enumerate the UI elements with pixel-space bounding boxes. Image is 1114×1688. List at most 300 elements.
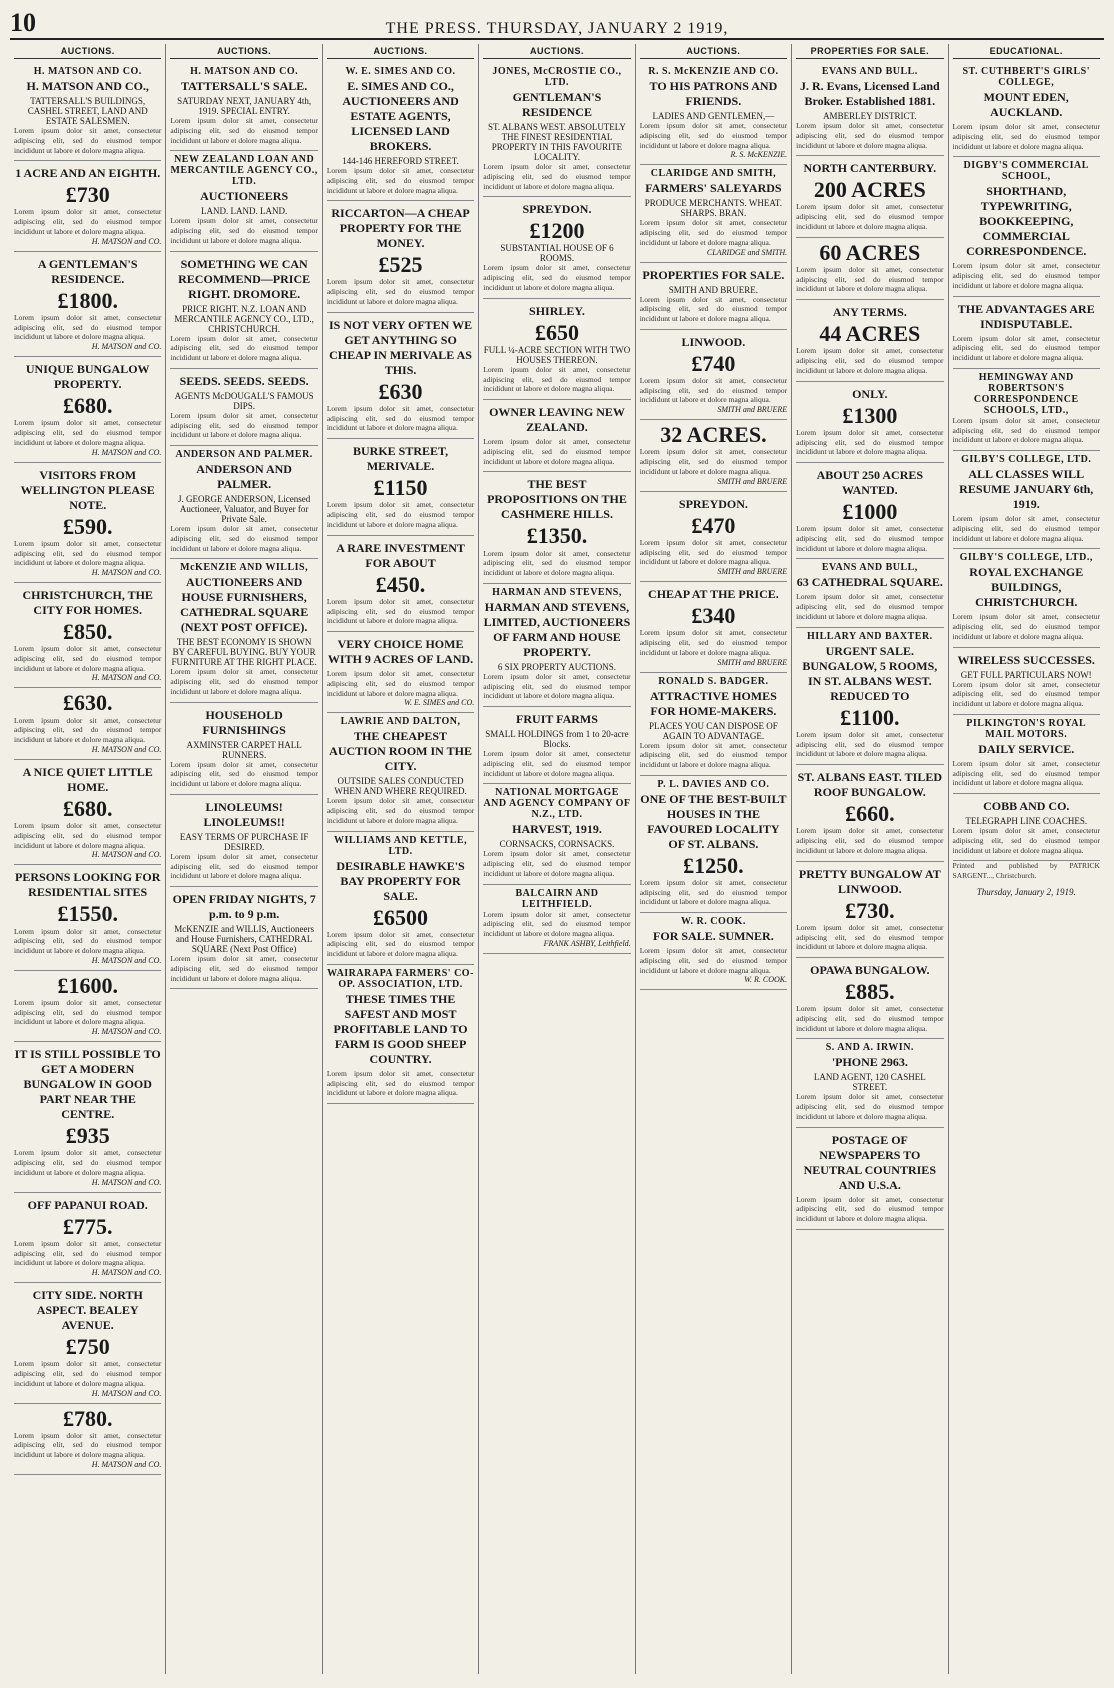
ad-body: CORNSACKS, CORNSACKS. [499, 839, 615, 850]
advertisement [953, 63, 1100, 157]
ad-firm: W. E. SIMES AND CO. [345, 66, 456, 77]
column-4 [479, 44, 635, 1674]
ad-signature: H. MATSON and CO. [91, 1177, 162, 1187]
column-3 [323, 44, 479, 1674]
ad-price: £740 [691, 350, 736, 376]
ad-headline: THESE TIMES THE SAFEST AND MOST PROFITABLE LAND TO FARM IS GOOD SHEEP COUNTRY. [333, 991, 468, 1066]
footer-imprint: Printed and published by PATRICK SARGENT..., Christchurch. [952, 861, 1100, 880]
page-title: THE PRESS. THURSDAY, JANUARY 2 1919, [385, 20, 729, 37]
ad-body-filler: Lorem ipsum dolor sit amet, consectetur adipiscing elit, sed do eiusmod tempor incididunt ut labore et dolore magna aliqua. [952, 122, 1100, 151]
ad-signature: SMITH and BRUERE [717, 657, 788, 667]
ad-signature: H. MATSON and CO. [91, 1027, 162, 1037]
advertisement [483, 784, 630, 884]
ad-body-filler: Lorem ipsum dolor sit amet, consectetur adipiscing elit, sed do eiusmod tempor incididunt ut labore et dolore magna aliqua. [326, 277, 475, 306]
ad-firm: S. AND A. IRWIN. [825, 1042, 914, 1054]
ad-body: 6 SIX PROPERTY AUCTIONS. [497, 661, 617, 672]
ad-firm: CLARIDGE AND SMITH, [650, 168, 777, 180]
advertisement [796, 628, 943, 765]
ad-price: £1250. [683, 852, 744, 878]
ad-headline: BURKE STREET, MERIVALE. [352, 444, 449, 474]
ad-body-filler: Lorem ipsum dolor sit amet, consectetur adipiscing elit, sed do eiusmod tempor incididunt ut labore et dolore magna aliqua. [952, 612, 1100, 641]
ad-firm: ST. CUTHBERT'S GIRLS' COLLEGE, [962, 66, 1090, 88]
ad-body-filler: Lorem ipsum dolor sit amet, consectetur adipiscing elit, sed do eiusmod tempor incididunt ut labore et dolore magna aliqua. [483, 749, 631, 778]
ad-headline: TO HIS PATRONS AND FRIENDS. [649, 79, 778, 108]
ad-signature: FRANK ASHBY, Leithfield. [543, 938, 631, 948]
ad-headline: A NICE QUIET LITTLE HOME. [22, 764, 153, 794]
ad-body-filler: Lorem ipsum dolor sit amet, consectetur adipiscing elit, sed do eiusmod tempor incididunt ut labore et dolore magna aliqua. [796, 1092, 944, 1121]
advertisement [14, 760, 161, 865]
ad-body-filler: Lorem ipsum dolor sit amet, consectetur adipiscing elit, sed do eiusmod tempor incididunt ut labore et dolore magna aliqua. [14, 644, 162, 673]
advertisement [640, 420, 787, 491]
advertisement [796, 559, 943, 627]
ad-headline: A RARE INVESTMENT FOR ABOUT [336, 540, 465, 570]
ad-body-filler: Lorem ipsum dolor sit amet, consectetur adipiscing elit, sed do eiusmod tempor incididunt ut labore et dolore magna aliqua. [14, 1148, 162, 1177]
ad-body: SMITH AND BRUERE. [668, 284, 759, 295]
advertisement [327, 536, 474, 632]
ad-body: LAND. LAND. LAND. [201, 206, 288, 217]
ad-body: PRODUCE MERCHANTS. WHEAT. SHARPS. BRAN. [644, 198, 782, 219]
ad-firm: EVANS AND BULL. [821, 66, 918, 77]
ad-headline: POSTAGE OF NEWSPAPERS TO NEUTRAL COUNTRIES AND U.S.A. [803, 1132, 936, 1192]
advertisement [796, 958, 943, 1039]
ad-headline: OFF PAPANUI ROAD. [27, 1197, 148, 1212]
advertisement [640, 165, 787, 262]
ad-price: £660. [845, 801, 895, 827]
ad-body-filler: Lorem ipsum dolor sit amet, consectetur adipiscing elit, sed do eiusmod tempor incididunt ut labore et dolore magna aliqua. [639, 294, 788, 323]
ad-headline: H. MATSON AND CO., [26, 79, 149, 93]
advertisement [640, 492, 787, 582]
ad-signature: H. MATSON and CO. [91, 1268, 162, 1278]
ad-body-filler: Lorem ipsum dolor sit amet, consectetur adipiscing elit, sed do eiusmod tempor incididunt ut labore et dolore magna aliqua. [326, 596, 475, 626]
ad-price: £885. [845, 979, 895, 1004]
ad-headline: HOUSEHOLD FURNISHINGS [202, 707, 286, 737]
ad-body-filler: Lorem ipsum dolor sit amet, consectetur adipiscing elit, sed do eiusmod tempor incididunt ut labore et dolore magna aliqua. [170, 333, 318, 362]
ad-body-filler: Lorem ipsum dolor sit amet, consectetur adipiscing elit, sed do eiusmod tempor incididunt ut labore et dolore magna aliqua. [639, 946, 788, 975]
ad-firm: WAIRARAPA FARMERS' CO-OP. ASSOCIATION, LTD. [327, 967, 474, 990]
ad-body: LAND AGENT, 120 CASHEL STREET. [813, 1072, 926, 1093]
ad-body: SATURDAY NEXT, JANUARY 4th, 1919. SPECIAL ENTRY. [177, 96, 312, 116]
advertisement [953, 715, 1100, 794]
advertisement [796, 1128, 943, 1230]
ad-headline: CITY SIDE. NORTH ASPECT. BEALEY AVENUE. [32, 1288, 143, 1333]
advertisement [483, 197, 630, 298]
ad-headline: ATTRACTIVE HOMES FOR HOME-MAKERS. [650, 688, 777, 718]
ad-headline: OPEN FRIDAY NIGHTS, 7 p.m. to 9 p.m. [172, 892, 316, 921]
ad-body-filler: Lorem ipsum dolor sit amet, consectetur adipiscing elit, sed do eiusmod tempor incididunt ut labore et dolore magna aliqua. [14, 1430, 162, 1460]
ad-body-filler: Lorem ipsum dolor sit amet, consectetur adipiscing elit, sed do eiusmod tempor incididunt ut labore et dolore magna aliqua. [326, 166, 475, 195]
ad-headline: PERSONS LOOKING FOR RESIDENTIAL SITES [15, 870, 161, 900]
ad-body-filler: Lorem ipsum dolor sit amet, consectetur adipiscing elit, sed do eiusmod tempor incididunt ut labore et dolore magna aliqua. [796, 729, 944, 759]
ad-body: AMBERLEY DISTRICT. [823, 111, 917, 121]
ad-headline: ALL CLASSES WILL RESUME JANUARY 6th, 1919. [959, 467, 1094, 511]
ad-body-filler: Lorem ipsum dolor sit amet, consectetur adipiscing elit, sed do eiusmod tempor incididunt ut labore et dolore magna aliqua. [483, 162, 631, 191]
ad-price: £750 [65, 1334, 110, 1360]
ad-headline: CHEAP AT THE PRICE. [648, 587, 779, 602]
column-heading: AUCTIONS. [483, 44, 630, 59]
ad-headline: COBB AND CO. [983, 799, 1070, 813]
ad-firm: PILKINGTON'S ROYAL MAIL MOTORS. [966, 717, 1087, 740]
advertisement [796, 382, 943, 463]
ad-body: SUBSTANTIAL HOUSE OF 6 ROOMS. [500, 243, 614, 264]
advertisement [14, 1404, 161, 1475]
ad-price: 44 ACRES [819, 321, 921, 347]
ad-price: £650 [534, 319, 579, 345]
ad-price: £450. [375, 571, 426, 597]
advertisement [327, 832, 474, 965]
ad-body-filler: Lorem ipsum dolor sit amet, consectetur adipiscing elit, sed do eiusmod tempor incididunt ut labore et dolore magna aliqua. [170, 759, 318, 788]
ad-price: 32 ACRES. [660, 422, 767, 448]
ad-body-filler: Lorem ipsum dolor sit amet, consectetur adipiscing elit, sed do eiusmod tempor incididunt ut labore et dolore magna aliqua. [796, 346, 944, 375]
ad-headline: VERY CHOICE HOME WITH 9 ACRES OF LAND. [327, 637, 474, 666]
advertisement [14, 463, 161, 583]
ad-firm: EVANS AND BULL, [821, 562, 918, 574]
advertisement [483, 584, 630, 707]
ad-price: £780. [62, 1405, 113, 1431]
advertisement [796, 238, 943, 300]
ad-firm: HARMAN AND STEVENS, [492, 586, 622, 598]
ad-headline: TATTERSALL'S SALE. [180, 79, 308, 93]
advertisement [483, 472, 630, 583]
ad-body-filler: Lorem ipsum dolor sit amet, consectetur adipiscing elit, sed do eiusmod tempor incididunt ut labore et dolore magna aliqua. [796, 1004, 944, 1033]
advertisement [14, 1193, 161, 1283]
advertisement [640, 776, 787, 913]
ad-headline: MOUNT EDEN, AUCKLAND. [983, 90, 1069, 119]
ad-body: TATTERSALL'S BUILDINGS, CASHEL STREET, LAND AND ESTATE SALESMEN. [27, 96, 148, 126]
ad-body-filler: Lorem ipsum dolor sit amet, consectetur adipiscing elit, sed do eiusmod tempor incididunt ut labore et dolore magna aliqua. [952, 261, 1100, 290]
ad-headline: RICCARTON—A CHEAP PROPERTY FOR THE MONEY. [331, 206, 470, 251]
ad-body: EASY TERMS OF PURCHASE IF DESIRED. [179, 831, 309, 852]
advertisement [953, 549, 1100, 647]
ad-price: £1350. [526, 523, 588, 549]
ad-body-filler: Lorem ipsum dolor sit amet, consectetur adipiscing elit, sed do eiusmod tempor incididunt ut labore et dolore magna aliqua. [952, 826, 1100, 855]
ad-price: £1000 [842, 499, 898, 524]
ad-body: FULL ¼-ACRE SECTION WITH TWO HOUSES THEREON. [483, 344, 631, 365]
ad-body-filler: Lorem ipsum dolor sit amet, consectetur adipiscing elit, sed do eiusmod tempor incididunt ut labore et dolore magna aliqua. [326, 1068, 475, 1098]
ad-signature: W. R. COOK. [744, 975, 788, 985]
advertisement [170, 887, 317, 989]
ad-signature: H. MATSON and CO. [91, 568, 162, 577]
ad-body-filler: Lorem ipsum dolor sit amet, consectetur adipiscing elit, sed do eiusmod tempor incididunt ut labore et dolore magna aliqua. [326, 403, 475, 433]
ad-signature: SMITH and BRUERE [717, 567, 788, 577]
advertisement [483, 707, 630, 784]
ad-body-filler: Lorem ipsum dolor sit amet, consectetur adipiscing elit, sed do eiusmod tempor incididunt ut labore et dolore magna aliqua. [170, 116, 318, 145]
ad-signature: H. MATSON and CO. [91, 236, 162, 246]
ad-headline: THE ADVANTAGES ARE INDISPUTABLE. [957, 301, 1095, 331]
ad-body-filler: Lorem ipsum dolor sit amet, consectetur adipiscing elit, sed do eiusmod tempor incididunt ut labore et dolore magna aliqua. [326, 929, 475, 959]
ad-body-filler: Lorem ipsum dolor sit amet, consectetur adipiscing elit, sed do eiusmod tempor incididunt ut labore et dolore magna aliqua. [326, 500, 475, 529]
ad-signature: R. S. McKENZIE. [730, 150, 788, 160]
ad-headline: WIRELESS SUCCESSES. [957, 652, 1095, 667]
ad-headline: FARMERS' SALEYARDS [645, 181, 782, 196]
ad-body: McKENZIE and WILLIS, Auctioneers and House Furnishers, CATHEDRAL SQUARE (Next Post Office) [174, 924, 315, 954]
column-heading: EDUCATIONAL. [953, 44, 1100, 59]
ad-price: £1300 [842, 402, 898, 428]
ad-signature: H. MATSON and CO. [91, 1459, 162, 1469]
advertisement [14, 971, 161, 1042]
ad-headline: SHIRLEY. [529, 303, 585, 318]
ad-price: £630. [62, 690, 113, 716]
ad-price: £1100. [840, 704, 900, 730]
advertisement [327, 313, 474, 439]
ad-price: £935 [65, 1123, 110, 1149]
ad-headline: OPAWA BUNGALOW. [810, 963, 930, 977]
column-5 [636, 44, 792, 1674]
ad-signature: H. MATSON and CO. [91, 850, 162, 860]
column-7 [949, 44, 1104, 1674]
advertisement [953, 648, 1100, 715]
ad-body-filler: Lorem ipsum dolor sit amet, consectetur adipiscing elit, sed do eiusmod tempor incididunt ut labore et dolore magna aliqua. [796, 427, 944, 457]
ad-body-filler: Lorem ipsum dolor sit amet, consectetur adipiscing elit, sed do eiusmod tempor incididunt ut labore et dolore magna aliqua. [952, 333, 1100, 362]
advertisement [796, 156, 943, 237]
advertisement [327, 713, 474, 831]
advertisement [953, 451, 1100, 549]
ad-firm: LAWRIE AND DALTON, [340, 716, 461, 728]
advertisement [327, 632, 474, 713]
ad-headline: ST. ALBANS EAST. TILED ROOF BUNGALOW. [797, 770, 943, 800]
ad-price: £6500 [373, 904, 429, 930]
ad-body-filler: Lorem ipsum dolor sit amet, consectetur adipiscing elit, sed do eiusmod tempor incididunt ut labore et dolore magna aliqua. [639, 375, 788, 405]
ad-headline: SEEDS. SEEDS. SEEDS. [179, 373, 309, 388]
ad-signature: SMITH and BRUERE [717, 476, 788, 486]
ad-firm: P. L. DAVIES AND CO. [657, 778, 770, 790]
ad-body: OUTSIDE SALES CONDUCTED WHEN AND WHERE REQUIRED. [334, 776, 467, 797]
ad-body-filler: Lorem ipsum dolor sit amet, consectetur adipiscing elit, sed do eiusmod tempor incididunt ut labore et dolore magna aliqua. [483, 263, 631, 292]
ad-firm: H. MATSON AND CO. [190, 66, 299, 77]
ad-body: AGENTS McDOUGALL'S FAMOUS DIPS. [174, 390, 314, 411]
advertisement [796, 463, 943, 559]
ad-signature: H. MATSON and CO. [91, 447, 162, 457]
column-2 [166, 44, 322, 1674]
advertisement [170, 252, 317, 369]
ad-body-filler: Lorem ipsum dolor sit amet, consectetur adipiscing elit, sed do eiusmod tempor incididunt ut labore et dolore magna aliqua. [796, 121, 944, 150]
ad-price: £1200 [529, 218, 585, 244]
ad-price: £590. [62, 513, 113, 539]
ad-body-filler: Lorem ipsum dolor sit amet, consectetur adipiscing elit, sed do eiusmod tempor incididunt ut labore et dolore magna aliqua. [14, 715, 162, 745]
ad-headline: J. R. Evans, Licensed Land Broker. Established 1881. [799, 79, 940, 108]
ad-body: J. GEORGE ANDERSON, Licensed Auctioneer, Valuator, and Buyer for Private Sale. [178, 494, 311, 524]
ad-body: LADIES AND GENTLEMEN,— [652, 111, 775, 121]
column-heading: AUCTIONS. [640, 44, 787, 59]
ad-headline: SHORTHAND, TYPEWRITING, BOOKKEEPING, COMMERCIAL CORRESPONDENCE. [966, 184, 1087, 259]
ad-headline: IS NOT VERY OFTEN WE GET ANYTHING SO CHEAP IN MERIVALE AS THIS. [328, 317, 473, 377]
advertisement [796, 765, 943, 861]
ad-headline: UNIQUE BUNGALOW PROPERTY. [25, 362, 150, 392]
ad-signature: SMITH and BRUERE [717, 405, 788, 415]
ad-body-filler: Lorem ipsum dolor sit amet, consectetur adipiscing elit, sed do eiusmod tempor incididunt ut labore et dolore magna aliqua. [639, 877, 788, 907]
ad-signature: H. MATSON and CO. [91, 342, 162, 352]
ad-firm: R. S. McKENZIE AND CO. [648, 66, 779, 77]
advertisement [796, 862, 943, 958]
advertisement [796, 63, 943, 156]
advertisement [640, 263, 787, 330]
ad-headline: CHRISTCHURCH, THE CITY FOR HOMES. [22, 588, 153, 617]
ad-headline: A GENTLEMAN'S RESIDENCE. [37, 256, 138, 286]
ad-price: £1550. [57, 901, 118, 927]
ad-headline: ABOUT 250 ACRES WANTED. [816, 468, 924, 497]
ad-headline: HARVEST, 1919. [512, 822, 602, 837]
ad-firm: W. R. COOK. [680, 916, 746, 928]
ad-firm: GILBY'S COLLEGE, LTD. [961, 454, 1092, 465]
ad-body-filler: Lorem ipsum dolor sit amet, consectetur adipiscing elit, sed do eiusmod tempor incididunt ut labore et dolore magna aliqua. [326, 796, 475, 825]
ad-price: £340 [691, 603, 736, 629]
ad-body: SMALL HOLDINGS from 1 to 20-acre Blocks. [485, 729, 629, 750]
ad-firm: McKENZIE AND WILLIS, [180, 562, 309, 574]
advertisement [14, 252, 161, 357]
advertisement [170, 559, 317, 702]
ad-price: £775. [62, 1213, 113, 1239]
ad-body-filler: Lorem ipsum dolor sit amet, consectetur adipiscing elit, sed do eiusmod tempor incididunt ut labore et dolore magna aliqua. [14, 126, 162, 155]
ad-firm: HEMINGWAY AND ROBERTSON'S CORRESPONDENCE SCHOOLS, LTD., [973, 371, 1079, 416]
ad-body-filler: Lorem ipsum dolor sit amet, consectetur adipiscing elit, sed do eiusmod tempor incididunt ut labore et dolore magna aliqua. [14, 997, 162, 1027]
ad-price: £730. [845, 897, 895, 923]
ad-headline: FRUIT FARMS [516, 712, 598, 727]
ad-headline: SPREYDON. [522, 202, 592, 217]
column-heading: AUCTIONS. [327, 44, 474, 59]
ad-signature: H. MATSON and CO. [91, 1388, 162, 1398]
footer-date: Thursday, January 2, 1919. [976, 886, 1076, 897]
advertisement [953, 297, 1100, 369]
ad-body-filler: Lorem ipsum dolor sit amet, consectetur adipiscing elit, sed do eiusmod tempor incididunt ut labore et dolore magna aliqua. [170, 216, 318, 245]
ad-body-filler: Lorem ipsum dolor sit amet, consectetur adipiscing elit, sed do eiusmod tempor incididunt ut labore et dolore magna aliqua. [14, 1359, 162, 1388]
advertisement [327, 439, 474, 535]
ad-body-filler: Lorem ipsum dolor sit amet, consectetur adipiscing elit, sed do eiusmod tempor incididunt ut labore et dolore magna aliqua. [952, 514, 1100, 543]
ad-firm: NEW ZEALAND LOAN AND MERCANTILE AGENCY CO., LTD. [170, 154, 318, 188]
ad-firm: RONALD S. BADGER. [658, 675, 769, 687]
ad-headline: 1 ACRE AND AN EIGHTH. [15, 166, 161, 181]
column-6 [792, 44, 948, 1674]
ad-body-filler: Lorem ipsum dolor sit amet, consectetur adipiscing elit, sed do eiusmod tempor incididunt ut labore et dolore magna aliqua. [796, 826, 944, 855]
ad-firm: BALCAIRN AND LEITHFIELD. [515, 887, 599, 910]
ad-headline: GENTLEMAN'S RESIDENCE [512, 90, 602, 119]
ad-headline: IT IS STILL POSSIBLE TO GET A MODERN BUNGALOW IN GOOD PART NEAR THE CENTRE. [14, 1047, 161, 1122]
ad-headline: AUCTIONEERS AND HOUSE FURNISHERS, CATHEDRAL SQUARE (NEXT POST OFFICE). [180, 575, 309, 635]
ad-headline: VISITORS FROM WELLINGTON PLEASE NOTE. [20, 467, 155, 512]
advertisement [483, 299, 630, 400]
ad-headline: PROPERTIES FOR SALE. [642, 267, 785, 282]
advertisement [953, 369, 1100, 451]
advertisement [796, 1039, 943, 1127]
advertisement [640, 330, 787, 420]
advertisement [14, 63, 161, 161]
advertisement [14, 1283, 161, 1403]
ad-price: £1800. [57, 287, 118, 313]
columns [10, 44, 1104, 1674]
ad-body-filler: Lorem ipsum dolor sit amet, consectetur adipiscing elit, sed do eiusmod tempor incididunt ut labore et dolore magna aliqua. [14, 821, 162, 850]
ad-firm: DIGBY'S COMMERCIAL SCHOOL, [963, 160, 1089, 183]
ad-firm: H. MATSON AND CO. [33, 66, 142, 77]
ad-headline: 'PHONE 2963. [831, 1055, 908, 1070]
ad-body-filler: Lorem ipsum dolor sit amet, consectetur adipiscing elit, sed do eiusmod tempor incididunt ut labore et dolore magna aliqua. [796, 524, 944, 553]
ad-firm: WILLIAMS AND KETTLE, LTD. [334, 834, 468, 857]
ad-body: TELEGRAPH LINE COACHES. [965, 816, 1088, 826]
masthead [10, 8, 1104, 40]
ad-price: 60 ACRES [819, 239, 921, 265]
advertisement [327, 63, 474, 201]
ad-firm: HILLARY AND BAXTER. [806, 630, 933, 642]
advertisement [953, 794, 1100, 861]
ad-body-filler: Lorem ipsum dolor sit amet, consectetur adipiscing elit, sed do eiusmod tempor incididunt ut labore et dolore magna aliqua. [483, 364, 631, 394]
advertisement [14, 583, 161, 688]
advertisement [640, 63, 787, 165]
ad-body-filler: Lorem ipsum dolor sit amet, consectetur adipiscing elit, sed do eiusmod tempor incididunt ut labore et dolore magna aliqua. [639, 740, 788, 769]
ad-signature: H. MATSON and CO. [91, 673, 162, 683]
ad-body-filler: Lorem ipsum dolor sit amet, consectetur adipiscing elit, sed do eiusmod tempor incididunt ut labore et dolore magna aliqua. [483, 909, 631, 939]
ad-body-filler: Lorem ipsum dolor sit amet, consectetur adipiscing elit, sed do eiusmod tempor incididunt ut labore et dolore magna aliqua. [952, 415, 1100, 445]
ad-price: £630 [378, 378, 423, 404]
ad-headline: 63 CATHEDRAL SQUARE. [796, 575, 943, 590]
ad-body-filler: Lorem ipsum dolor sit amet, consectetur adipiscing elit, sed do eiusmod tempor incididunt ut labore et dolore magna aliqua. [170, 851, 318, 881]
column-1 [10, 44, 166, 1674]
ad-headline: SPREYDON. [678, 496, 748, 511]
advertisement [170, 703, 317, 795]
ad-headline: LINWOOD. [681, 334, 746, 349]
advertisement [327, 201, 474, 312]
advertisement [14, 161, 161, 251]
ad-body-filler: Lorem ipsum dolor sit amet, consectetur adipiscing elit, sed do eiusmod tempor incididunt ut labore et dolore magna aliqua. [639, 447, 788, 476]
ad-body-filler: Lorem ipsum dolor sit amet, consectetur adipiscing elit, sed do eiusmod tempor incididunt ut labore et dolore magna aliqua. [952, 758, 1100, 788]
ad-body-filler: Lorem ipsum dolor sit amet, consectetur adipiscing elit, sed do eiusmod tempor incididunt ut labore et dolore magna aliqua. [483, 548, 631, 578]
advertisement [640, 913, 787, 990]
ad-firm: JONES, McCROSTIE CO., LTD. [492, 66, 622, 88]
ad-headline: DESIRABLE HAWKE'S BAY PROPERTY FOR SALE. [336, 858, 465, 903]
ad-firm: ANDERSON AND PALMER. [175, 449, 313, 460]
advertisement [640, 673, 787, 776]
ad-headline: ONLY. [852, 386, 888, 401]
advertisement [483, 63, 630, 197]
ad-body-filler: Lorem ipsum dolor sit amet, consectetur adipiscing elit, sed do eiusmod tempor incididunt ut labore et dolore magna aliqua. [14, 418, 162, 447]
ad-headline: FOR SALE. SUMNER. [653, 929, 774, 944]
ad-body-filler: Lorem ipsum dolor sit amet, consectetur adipiscing elit, sed do eiusmod tempor incididunt ut labore et dolore magna aliqua. [14, 1238, 162, 1268]
ad-signature: W. E. SIMES and CO. [404, 698, 475, 708]
column-heading: AUCTIONS. [170, 44, 317, 59]
ad-body: AXMINSTER CARPET HALL RUNNERS. [186, 739, 302, 760]
ad-headline: ANDERSON AND PALMER. [196, 462, 292, 491]
ad-headline: OWNER LEAVING NEW ZEALAND. [489, 405, 625, 435]
ad-signature: CLARIDGE and SMITH. [706, 247, 788, 257]
ad-headline: ROYAL EXCHANGE BUILDINGS, CHRISTCHURCH. [969, 565, 1084, 610]
advertisement [170, 446, 317, 559]
ad-body-filler: Lorem ipsum dolor sit amet, consectetur adipiscing elit, sed do eiusmod tempor incididunt ut labore et dolore magna aliqua. [326, 669, 475, 698]
ad-body-filler: Lorem ipsum dolor sit amet, consectetur adipiscing elit, sed do eiusmod tempor incididunt ut labore et dolore magna aliqua. [639, 218, 788, 247]
ad-headline: HARMAN AND STEVENS, LIMITED, AUCTIONEERS OF FARM AND HOUSE PROPERTY. [483, 599, 631, 659]
ad-headline: ONE OF THE BEST-BUILT HOUSES IN THE FAVOURED LOCALITY OF ST. ALBANS. [640, 791, 787, 851]
ad-body: GET FULL PARTICULARS NOW! [960, 669, 1092, 680]
ad-headline: AUCTIONEERS [200, 189, 289, 204]
ad-body: PRICE RIGHT. N.Z. LOAN AND MERCANTILE AGENCY CO., LTD., CHRISTCHURCH. [174, 303, 314, 334]
ad-body-filler: Lorem ipsum dolor sit amet, consectetur adipiscing elit, sed do eiusmod tempor incididunt ut labore et dolore magna aliqua. [14, 312, 162, 342]
ad-body: ST. ALBANS WEST. ABSOLUTELY THE FINEST RESIDENTIAL PROPERTY IN THIS FAVOURITE LOCALITY. [488, 122, 626, 162]
ad-price: 200 ACRES [813, 177, 926, 203]
ad-body-filler: Lorem ipsum dolor sit amet, consectetur adipiscing elit, sed do eiusmod tempor incididunt ut labore et dolore magna aliqua. [952, 679, 1100, 708]
ad-price: £850. [62, 619, 113, 644]
advertisement [14, 357, 161, 462]
ad-body-filler: Lorem ipsum dolor sit amet, consectetur adipiscing elit, sed do eiusmod tempor incididunt ut labore et dolore magna aliqua. [14, 207, 162, 236]
ad-body-filler: Lorem ipsum dolor sit amet, consectetur adipiscing elit, sed do eiusmod tempor incididunt ut labore et dolore magna aliqua. [170, 524, 318, 553]
advertisement [14, 865, 161, 970]
advertisement [170, 795, 317, 887]
ad-body-filler: Lorem ipsum dolor sit amet, consectetur adipiscing elit, sed do eiusmod tempor incididunt ut labore et dolore magna aliqua. [170, 667, 318, 696]
ad-price: £1150 [373, 475, 428, 501]
ad-headline: URGENT SALE. BUNGALOW, 5 ROOMS, IN ST. ALBANS WEST. REDUCED TO [802, 643, 938, 703]
advertisement [483, 400, 630, 472]
ad-signature: H. MATSON and CO. [91, 744, 162, 754]
ad-body-filler: Lorem ipsum dolor sit amet, consectetur adipiscing elit, sed do eiusmod tempor incididunt ut labore et dolore magna aliqua. [170, 410, 318, 440]
column-heading: AUCTIONS. [14, 44, 161, 59]
ad-price: £680. [62, 795, 113, 821]
ad-body: THE BEST ECONOMY IS SHOWN BY CAREFUL BUYING. BUY YOUR FURNITURE AT THE RIGHT PLACE. [171, 637, 317, 668]
ad-price: £730 [65, 182, 110, 208]
ad-headline: NORTH CANTERBURY. [803, 161, 937, 176]
